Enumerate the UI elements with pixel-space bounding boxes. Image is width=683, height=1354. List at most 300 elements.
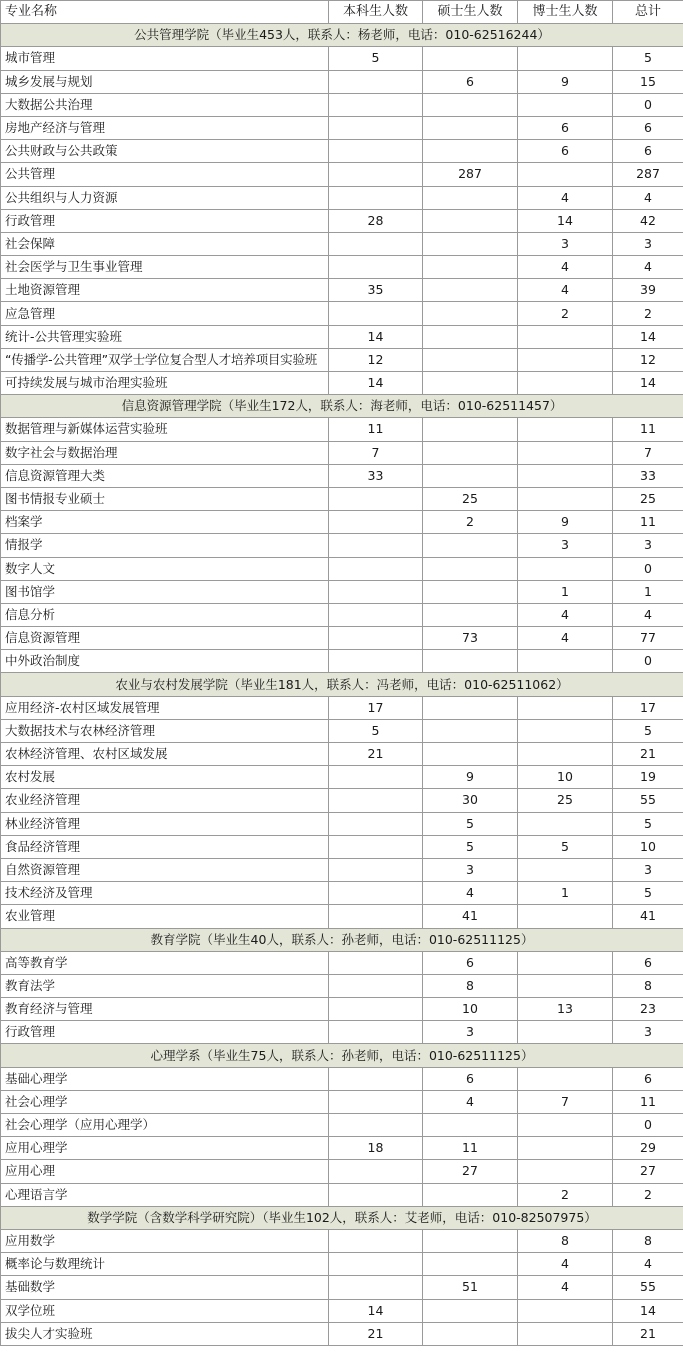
total-count-cell: 6 <box>613 951 683 974</box>
doctor-count-cell <box>518 1322 613 1345</box>
table-row <box>1 302 683 325</box>
table-row <box>1 1253 683 1276</box>
major-name-cell: 农业经济管理 <box>1 789 329 812</box>
total-count-cell: 4 <box>613 186 683 209</box>
doctor-count-cell <box>518 905 613 928</box>
undergrad-count-cell <box>329 1090 423 1113</box>
table-row <box>1 372 683 395</box>
master-count-cell: 4 <box>423 1090 518 1113</box>
section-header-row <box>1 928 683 951</box>
total-count-cell: 5 <box>613 719 683 742</box>
major-name-cell: 统计-公共管理实验班 <box>1 325 329 348</box>
major-name-cell: 教育经济与管理 <box>1 998 329 1021</box>
doctor-count-cell <box>518 557 613 580</box>
total-count-cell: 14 <box>613 325 683 348</box>
undergrad-count-cell <box>329 835 423 858</box>
doctor-count-cell <box>518 1160 613 1183</box>
major-name-cell: 城乡发展与规划 <box>1 70 329 93</box>
master-count-cell: 8 <box>423 974 518 997</box>
section-title: 农业与农村发展学院（毕业生181人，联系人：冯老师，电话：010-62511062） <box>1 673 683 696</box>
undergrad-count-cell <box>329 766 423 789</box>
header-undergrad: 本科生人数 <box>329 1 423 24</box>
major-name-cell: 公共组织与人力资源 <box>1 186 329 209</box>
master-count-cell <box>423 603 518 626</box>
major-name-cell: 城市管理 <box>1 47 329 70</box>
doctor-count-cell <box>518 163 613 186</box>
undergrad-count-cell <box>329 627 423 650</box>
major-name-cell: 社会心理学（应用心理学） <box>1 1114 329 1137</box>
major-name-cell: 社会保障 <box>1 232 329 255</box>
major-name-cell: 行政管理 <box>1 209 329 232</box>
master-count-cell: 3 <box>423 1021 518 1044</box>
major-name-cell: 中外政治制度 <box>1 650 329 673</box>
doctor-count-cell <box>518 487 613 510</box>
table-row <box>1 882 683 905</box>
undergrad-count-cell: 12 <box>329 348 423 371</box>
doctor-count-cell: 9 <box>518 70 613 93</box>
master-count-cell <box>423 534 518 557</box>
section-title: 信息资源管理学院（毕业生172人，联系人：海老师，电话：010-62511457） <box>1 395 683 418</box>
undergrad-count-cell: 14 <box>329 1299 423 1322</box>
doctor-count-cell <box>518 858 613 881</box>
doctor-count-cell <box>518 47 613 70</box>
doctor-count-cell: 2 <box>518 302 613 325</box>
undergrad-count-cell <box>329 1160 423 1183</box>
master-count-cell <box>423 418 518 441</box>
undergrad-count-cell <box>329 580 423 603</box>
table-row <box>1 1276 683 1299</box>
total-count-cell: 4 <box>613 603 683 626</box>
table-row <box>1 464 683 487</box>
total-count-cell: 33 <box>613 464 683 487</box>
total-count-cell: 6 <box>613 1067 683 1090</box>
section-header-row <box>1 1206 683 1229</box>
section-title: 公共管理学院（毕业生453人，联系人：杨老师，电话：010-62516244） <box>1 24 683 47</box>
doctor-count-cell: 5 <box>518 835 613 858</box>
table-row <box>1 743 683 766</box>
total-count-cell: 6 <box>613 116 683 139</box>
table-row <box>1 696 683 719</box>
undergrad-count-cell: 11 <box>329 418 423 441</box>
master-count-cell <box>423 348 518 371</box>
section-title: 教育学院（毕业生40人，联系人：孙老师，电话：010-62511125） <box>1 928 683 951</box>
total-count-cell: 17 <box>613 696 683 719</box>
doctor-count-cell <box>518 1299 613 1322</box>
major-name-cell: 社会心理学 <box>1 1090 329 1113</box>
table-row <box>1 534 683 557</box>
undergrad-count-cell <box>329 812 423 835</box>
major-name-cell: 数字人文 <box>1 557 329 580</box>
doctor-count-cell <box>518 974 613 997</box>
doctor-count-cell: 2 <box>518 1183 613 1206</box>
table-row <box>1 1067 683 1090</box>
total-count-cell: 2 <box>613 1183 683 1206</box>
undergrad-count-cell <box>329 951 423 974</box>
doctor-count-cell: 4 <box>518 279 613 302</box>
major-name-cell: 可持续发展与城市治理实验班 <box>1 372 329 395</box>
undergrad-count-cell: 14 <box>329 325 423 348</box>
master-count-cell <box>423 1183 518 1206</box>
undergrad-count-cell <box>329 789 423 812</box>
undergrad-count-cell: 21 <box>329 743 423 766</box>
master-count-cell: 2 <box>423 511 518 534</box>
undergrad-count-cell <box>329 974 423 997</box>
undergrad-count-cell <box>329 140 423 163</box>
doctor-count-cell <box>518 325 613 348</box>
major-name-cell: 自然资源管理 <box>1 858 329 881</box>
major-name-cell: 大数据技术与农林经济管理 <box>1 719 329 742</box>
doctor-count-cell: 3 <box>518 534 613 557</box>
doctor-count-cell <box>518 1114 613 1137</box>
undergrad-count-cell <box>329 1021 423 1044</box>
total-count-cell: 55 <box>613 789 683 812</box>
master-count-cell <box>423 1299 518 1322</box>
major-name-cell: 教育法学 <box>1 974 329 997</box>
master-count-cell <box>423 719 518 742</box>
undergrad-count-cell <box>329 186 423 209</box>
undergrad-count-cell <box>329 1253 423 1276</box>
total-count-cell: 14 <box>613 1299 683 1322</box>
table-row <box>1 1322 683 1345</box>
master-count-cell <box>423 302 518 325</box>
doctor-count-cell: 10 <box>518 766 613 789</box>
total-count-cell: 11 <box>613 418 683 441</box>
table-row <box>1 627 683 650</box>
total-count-cell: 11 <box>613 1090 683 1113</box>
doctor-count-cell <box>518 372 613 395</box>
master-count-cell <box>423 93 518 116</box>
doctor-count-cell <box>518 1137 613 1160</box>
section-header-row <box>1 1044 683 1067</box>
total-count-cell: 3 <box>613 534 683 557</box>
header-total: 总计 <box>613 1 683 24</box>
table-row <box>1 719 683 742</box>
master-count-cell <box>423 557 518 580</box>
major-name-cell: 大数据公共治理 <box>1 93 329 116</box>
master-count-cell <box>423 580 518 603</box>
total-count-cell: 7 <box>613 441 683 464</box>
total-count-cell: 12 <box>613 348 683 371</box>
undergrad-count-cell <box>329 882 423 905</box>
table-row <box>1 140 683 163</box>
undergrad-count-cell <box>329 557 423 580</box>
undergrad-count-cell: 7 <box>329 441 423 464</box>
master-count-cell: 25 <box>423 487 518 510</box>
major-name-cell: 社会医学与卫生事业管理 <box>1 256 329 279</box>
doctor-count-cell <box>518 441 613 464</box>
master-count-cell: 73 <box>423 627 518 650</box>
header-row <box>1 1 683 24</box>
undergrad-count-cell <box>329 1067 423 1090</box>
undergrad-count-cell <box>329 93 423 116</box>
major-name-cell: 情报学 <box>1 534 329 557</box>
master-count-cell <box>423 441 518 464</box>
undergrad-count-cell <box>329 1229 423 1252</box>
table-row <box>1 1137 683 1160</box>
undergrad-count-cell <box>329 511 423 534</box>
master-count-cell <box>423 116 518 139</box>
undergrad-count-cell <box>329 1276 423 1299</box>
table-row <box>1 348 683 371</box>
major-name-cell: 信息分析 <box>1 603 329 626</box>
master-count-cell: 3 <box>423 858 518 881</box>
undergrad-count-cell <box>329 116 423 139</box>
doctor-count-cell: 4 <box>518 256 613 279</box>
table-row <box>1 766 683 789</box>
doctor-count-cell: 6 <box>518 140 613 163</box>
table-row <box>1 1090 683 1113</box>
master-count-cell <box>423 47 518 70</box>
major-name-cell: 农村发展 <box>1 766 329 789</box>
total-count-cell: 3 <box>613 858 683 881</box>
doctor-count-cell <box>518 812 613 835</box>
table-row <box>1 1114 683 1137</box>
total-count-cell: 15 <box>613 70 683 93</box>
undergrad-count-cell: 18 <box>329 1137 423 1160</box>
doctor-count-cell: 13 <box>518 998 613 1021</box>
total-count-cell: 0 <box>613 557 683 580</box>
doctor-count-cell <box>518 93 613 116</box>
table-row <box>1 47 683 70</box>
undergrad-count-cell: 21 <box>329 1322 423 1345</box>
table-row <box>1 1021 683 1044</box>
total-count-cell: 21 <box>613 1322 683 1345</box>
total-count-cell: 3 <box>613 232 683 255</box>
total-count-cell: 287 <box>613 163 683 186</box>
major-name-cell: 图书情报专业硕士 <box>1 487 329 510</box>
master-count-cell <box>423 1322 518 1345</box>
total-count-cell: 5 <box>613 47 683 70</box>
total-count-cell: 5 <box>613 882 683 905</box>
major-name-cell: 技术经济及管理 <box>1 882 329 905</box>
master-count-cell <box>423 279 518 302</box>
doctor-count-cell: 4 <box>518 627 613 650</box>
doctor-count-cell: 14 <box>518 209 613 232</box>
master-count-cell: 5 <box>423 835 518 858</box>
table-row <box>1 905 683 928</box>
total-count-cell: 1 <box>613 580 683 603</box>
table-row <box>1 209 683 232</box>
section-title: 心理学系（毕业生75人，联系人：孙老师，电话：010-62511125） <box>1 1044 683 1067</box>
total-count-cell: 14 <box>613 372 683 395</box>
table-row <box>1 974 683 997</box>
total-count-cell: 19 <box>613 766 683 789</box>
total-count-cell: 21 <box>613 743 683 766</box>
master-count-cell <box>423 232 518 255</box>
master-count-cell: 4 <box>423 882 518 905</box>
undergrad-count-cell <box>329 1183 423 1206</box>
major-name-cell: 基础心理学 <box>1 1067 329 1090</box>
total-count-cell: 41 <box>613 905 683 928</box>
table-row <box>1 163 683 186</box>
table-row <box>1 487 683 510</box>
master-count-cell <box>423 1114 518 1137</box>
undergrad-count-cell <box>329 302 423 325</box>
total-count-cell: 11 <box>613 511 683 534</box>
master-count-cell: 27 <box>423 1160 518 1183</box>
table-row <box>1 279 683 302</box>
table-row <box>1 951 683 974</box>
major-name-cell: 双学位班 <box>1 1299 329 1322</box>
master-count-cell: 51 <box>423 1276 518 1299</box>
master-count-cell: 41 <box>423 905 518 928</box>
major-name-cell: “传播学-公共管理”双学士学位复合型人才培养项目实验班 <box>1 348 329 371</box>
table-row <box>1 789 683 812</box>
major-name-cell: 土地资源管理 <box>1 279 329 302</box>
master-count-cell <box>423 464 518 487</box>
master-count-cell: 9 <box>423 766 518 789</box>
master-count-cell <box>423 1253 518 1276</box>
undergrad-count-cell: 5 <box>329 47 423 70</box>
major-name-cell: 公共财政与公共政策 <box>1 140 329 163</box>
table-row <box>1 511 683 534</box>
major-name-cell: 应急管理 <box>1 302 329 325</box>
table-row <box>1 580 683 603</box>
table-row <box>1 812 683 835</box>
table-row <box>1 232 683 255</box>
total-count-cell: 8 <box>613 1229 683 1252</box>
undergrad-count-cell <box>329 1114 423 1137</box>
header-major: 专业名称 <box>1 1 329 24</box>
major-name-cell: 农林经济管理、农村区域发展 <box>1 743 329 766</box>
doctor-count-cell: 8 <box>518 1229 613 1252</box>
master-count-cell <box>423 650 518 673</box>
doctor-count-cell <box>518 743 613 766</box>
undergrad-count-cell <box>329 163 423 186</box>
table-row <box>1 858 683 881</box>
major-name-cell: 应用心理学 <box>1 1137 329 1160</box>
major-name-cell: 基础数学 <box>1 1276 329 1299</box>
doctor-count-cell <box>518 1067 613 1090</box>
master-count-cell <box>423 372 518 395</box>
total-count-cell: 8 <box>613 974 683 997</box>
doctor-count-cell <box>518 348 613 371</box>
major-name-cell: 房地产经济与管理 <box>1 116 329 139</box>
total-count-cell: 0 <box>613 93 683 116</box>
undergrad-count-cell: 35 <box>329 279 423 302</box>
master-count-cell <box>423 696 518 719</box>
total-count-cell: 25 <box>613 487 683 510</box>
doctor-count-cell <box>518 719 613 742</box>
master-count-cell: 6 <box>423 1067 518 1090</box>
major-name-cell: 数据管理与新媒体运营实验班 <box>1 418 329 441</box>
doctor-count-cell: 6 <box>518 116 613 139</box>
doctor-count-cell: 25 <box>518 789 613 812</box>
table-row <box>1 256 683 279</box>
total-count-cell: 5 <box>613 812 683 835</box>
total-count-cell: 77 <box>613 627 683 650</box>
undergrad-count-cell <box>329 70 423 93</box>
undergrad-count-cell <box>329 905 423 928</box>
doctor-count-cell <box>518 951 613 974</box>
section-title: 数学学院（含数学科学研究院）（毕业生102人，联系人：艾老师，电话：010-82507975） <box>1 1206 683 1229</box>
total-count-cell: 4 <box>613 1253 683 1276</box>
undergrad-count-cell: 14 <box>329 372 423 395</box>
total-count-cell: 55 <box>613 1276 683 1299</box>
undergrad-count-cell <box>329 998 423 1021</box>
master-count-cell <box>423 186 518 209</box>
major-name-cell: 农业管理 <box>1 905 329 928</box>
total-count-cell: 6 <box>613 140 683 163</box>
master-count-cell <box>423 256 518 279</box>
doctor-count-cell: 3 <box>518 232 613 255</box>
undergrad-count-cell <box>329 534 423 557</box>
doctor-count-cell: 4 <box>518 1253 613 1276</box>
undergrad-count-cell: 33 <box>329 464 423 487</box>
total-count-cell: 3 <box>613 1021 683 1044</box>
total-count-cell: 0 <box>613 1114 683 1137</box>
table-row <box>1 1160 683 1183</box>
table-row <box>1 93 683 116</box>
undergrad-count-cell <box>329 650 423 673</box>
table-row <box>1 557 683 580</box>
section-header-row <box>1 395 683 418</box>
undergrad-count-cell <box>329 603 423 626</box>
major-name-cell: 数字社会与数据治理 <box>1 441 329 464</box>
total-count-cell: 27 <box>613 1160 683 1183</box>
doctor-count-cell: 1 <box>518 580 613 603</box>
table-row <box>1 116 683 139</box>
undergrad-count-cell: 5 <box>329 719 423 742</box>
master-count-cell <box>423 1229 518 1252</box>
master-count-cell: 10 <box>423 998 518 1021</box>
doctor-count-cell: 4 <box>518 1276 613 1299</box>
total-count-cell: 0 <box>613 650 683 673</box>
master-count-cell <box>423 743 518 766</box>
major-name-cell: 高等教育学 <box>1 951 329 974</box>
undergrad-count-cell <box>329 487 423 510</box>
major-name-cell: 食品经济管理 <box>1 835 329 858</box>
doctor-count-cell: 7 <box>518 1090 613 1113</box>
total-count-cell: 4 <box>613 256 683 279</box>
major-name-cell: 应用心理 <box>1 1160 329 1183</box>
table-row <box>1 650 683 673</box>
master-count-cell: 11 <box>423 1137 518 1160</box>
total-count-cell: 10 <box>613 835 683 858</box>
header-master: 硕士生人数 <box>423 1 518 24</box>
table-row <box>1 186 683 209</box>
major-name-cell: 图书馆学 <box>1 580 329 603</box>
major-name-cell: 心理语言学 <box>1 1183 329 1206</box>
master-count-cell: 6 <box>423 951 518 974</box>
major-name-cell: 行政管理 <box>1 1021 329 1044</box>
major-name-cell: 林业经济管理 <box>1 812 329 835</box>
major-name-cell: 概率论与数理统计 <box>1 1253 329 1276</box>
total-count-cell: 29 <box>613 1137 683 1160</box>
undergrad-count-cell <box>329 858 423 881</box>
table-row <box>1 418 683 441</box>
table-row <box>1 1229 683 1252</box>
major-name-cell: 应用经济-农村区域发展管理 <box>1 696 329 719</box>
master-count-cell: 30 <box>423 789 518 812</box>
major-name-cell: 应用数学 <box>1 1229 329 1252</box>
doctor-count-cell <box>518 1021 613 1044</box>
total-count-cell: 39 <box>613 279 683 302</box>
table-row <box>1 603 683 626</box>
section-header-row <box>1 24 683 47</box>
section-header-row <box>1 673 683 696</box>
total-count-cell: 2 <box>613 302 683 325</box>
doctor-count-cell <box>518 650 613 673</box>
major-name-cell: 拔尖人才实验班 <box>1 1322 329 1345</box>
table-body <box>1 24 683 1346</box>
table-row <box>1 1299 683 1322</box>
doctor-count-cell <box>518 418 613 441</box>
undergrad-count-cell <box>329 256 423 279</box>
doctor-count-cell <box>518 464 613 487</box>
major-name-cell: 档案学 <box>1 511 329 534</box>
master-count-cell <box>423 325 518 348</box>
